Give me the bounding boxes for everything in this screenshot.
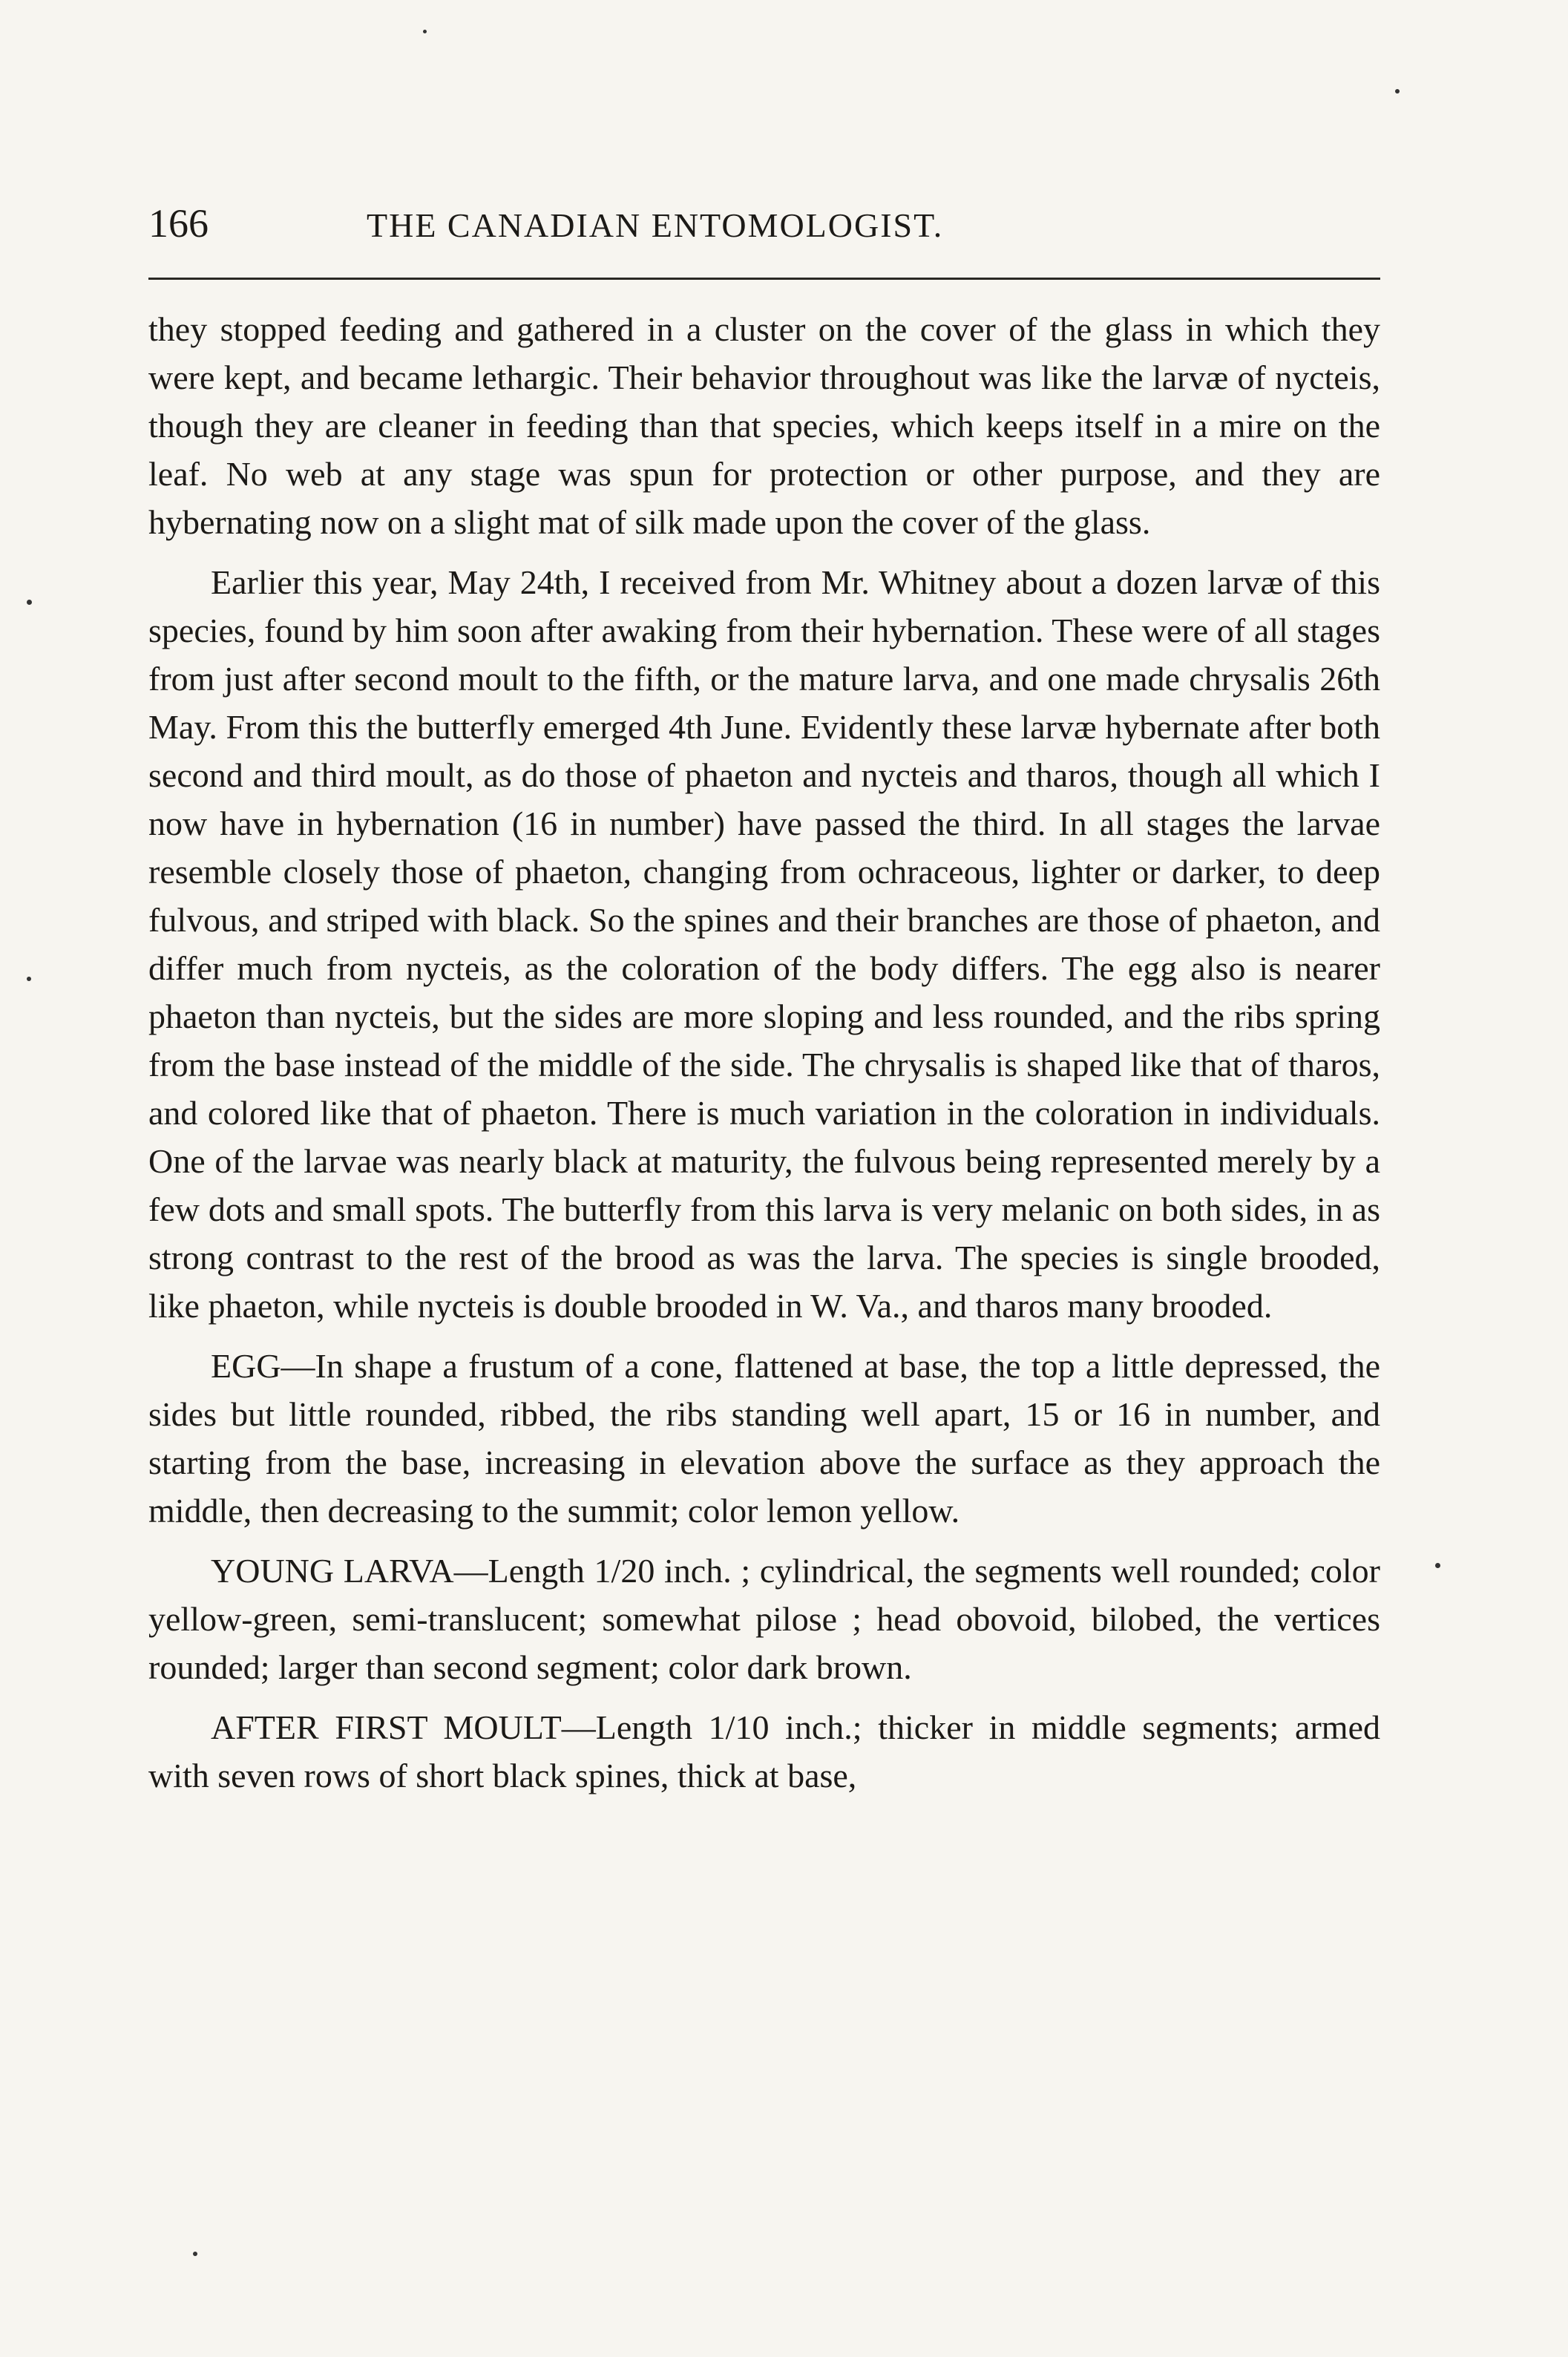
scan-speck (27, 600, 32, 605)
page-number: 166 (148, 201, 209, 246)
scan-speck (1395, 89, 1400, 94)
scan-speck (1435, 1563, 1440, 1568)
paragraph-egg: EGG—In shape a frustum of a cone, flattened at base, the top a little depressed, the sides but little rounded, ribbed, the ribs standing well apart, 15 or 16 in number, and starting from the base, increasing in elevation above the surface as they approach the middle, then decreasing to the summit; color lemon yellow. (148, 1347, 1380, 1530)
scan-speck (27, 977, 31, 981)
scan-speck (423, 30, 427, 33)
paragraph-after-first-moult: AFTER FIRST MOULT—Length 1/10 inch.; thicker in middle segments; armed with seven rows of short black spines, thick at base, (148, 1708, 1380, 1794)
scan-speck (193, 2252, 197, 2256)
page-header (148, 200, 1380, 280)
paragraph-2: Earlier this year, May 24th, I received from Mr. Whitney about a dozen larvæ of this species, found by him soon after awaking from their hybernation. These were of all stages from just after second moult to the fifth, or the mature larva, and one made chrysalis 26th May. From this the butterfly emerged 4th June. Evidently these larvæ hybernate after both second and third moult, as do those of phaeton and nycteis and tharos, though all which I now have in hybernation (16 in number) have passed the third. In all stages the larvae resemble closely those of phaeton, changing from ochraceous, lighter or darker, to deep fulvous, and striped with black. So the spines and their branches are those of phaeton, and differ much from nycteis, as the coloration of the body differs. The egg also is nearer phaeton than nycteis, but the sides are more sloping and less rounded, and the ribs spring from the base instead of the middle of the side. The chrysalis is shaped like that of tharos, and colored like that of phaeton. There is much variation in the coloration in individuals. One of the larvae was nearly black at maturity, the fulvous being represented merely by a few dots and small spots. The butterfly from this larva is very melanic on both sides, in as strong contrast to the rest of the brood as was the larva. The species is single brooded, like phaeton, while nycteis is double brooded in W. Va., and tharos many brooded. (148, 563, 1380, 1325)
running-title: THE CANADIAN ENTOMOLOGIST. (367, 206, 944, 244)
page (148, 200, 1380, 1812)
paragraph-young-larva: YOUNG LARVA—Length 1/20 inch. ; cylindrical, the segments well rounded; color yellow-green, semi-translucent; somewhat pilose ; head obovoid, bilobed, the vertices rounded; larger than second segment; color dark brown. (148, 1552, 1380, 1686)
paragraph-1: they stopped feeding and gathered in a cluster on the cover of the glass in which they were kept, and became lethargic. Their behavior throughout was like the larvæ of nycteis, though they are cleaner in feeding than that species, which keeps itself in a mire on the leaf. No web at any stage was spun for protection or other purpose, and they are hybernating now on a slight mat of silk made upon the cover of the glass. (148, 310, 1380, 541)
body-text (148, 305, 1380, 1800)
